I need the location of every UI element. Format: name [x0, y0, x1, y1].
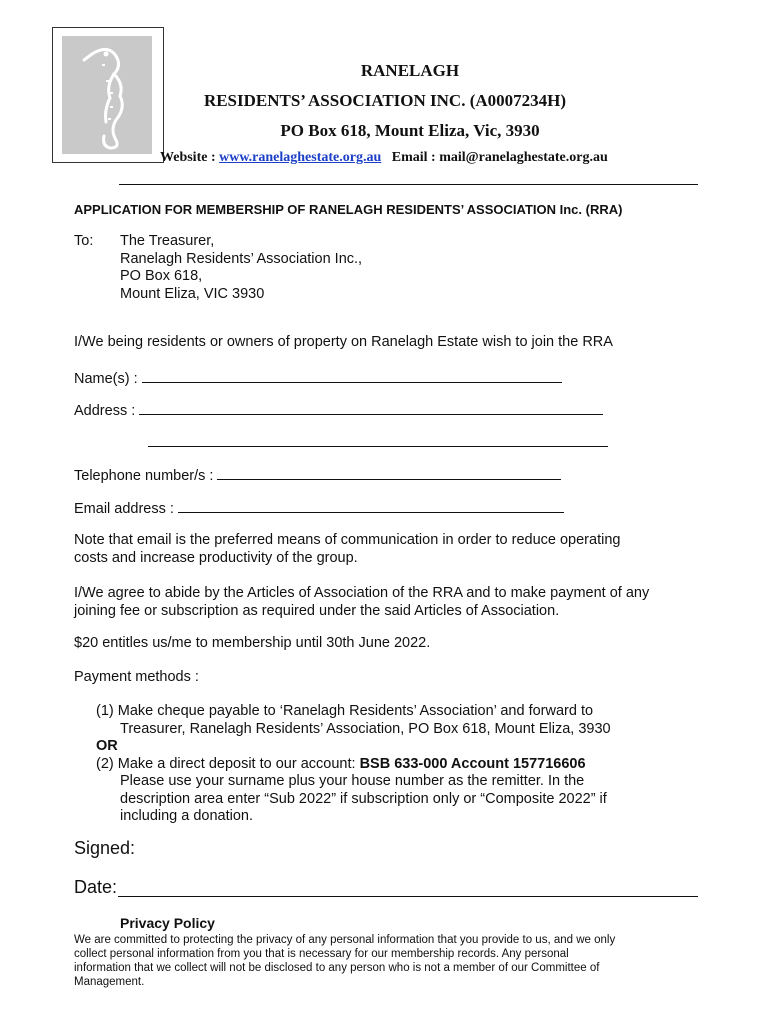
method1-line: Treasurer, Ranelagh Residents’ Association, PO Box 618, Mount Eliza, 3930 [120, 720, 611, 737]
email-field[interactable] [178, 498, 564, 513]
contact-line [160, 150, 608, 166]
names-field[interactable] [142, 368, 562, 383]
to-line: PO Box 618, [120, 268, 203, 284]
email-row [74, 498, 564, 519]
method2-prefix: (2) Make a direct deposit to our account: [96, 755, 360, 772]
telephone-row [74, 465, 561, 486]
to-line: The Treasurer, [120, 233, 215, 249]
privacy-line: information that we collect will not be disclosed to any person who is not a member of our Committee of [74, 962, 600, 974]
po-box: PO Box 618, Mount Eliza, Vic, 3930 [280, 121, 540, 140]
privacy-text [74, 933, 615, 989]
to-line: Ranelagh Residents’ Association Inc., [120, 250, 363, 267]
method2-line: Please use your surname plus your house number as the remitter. In the [120, 773, 585, 789]
or-label: OR [96, 738, 118, 754]
email-note [74, 532, 620, 567]
method2-first-line [96, 756, 611, 774]
payment-heading: Payment methods : [74, 669, 199, 685]
telephone-label: Telephone number/s : [74, 468, 218, 484]
agreement-text [74, 585, 649, 620]
org-full-name: RESIDENTS’ ASSOCIATION INC. (A0007234H) [203, 91, 567, 110]
email-line: Email : mail@ranelaghestate.org.au [391, 150, 608, 165]
date-label: Date: [74, 877, 118, 897]
privacy-line: Management. [74, 976, 145, 988]
intro-text: I/We being residents or owners of property on Ranelagh Estate wish to join the RRA [74, 334, 613, 350]
org-name: RANELAGH [360, 61, 460, 80]
agree-line: I/We agree to abide by the Articles of Association of the RRA and to make payment of any [74, 585, 650, 601]
fee-text: $20 entitles us/me to membership until 30th June 2022. [74, 635, 431, 651]
address-field[interactable] [139, 400, 603, 415]
to-label: To: [74, 233, 94, 249]
agree-line: joining fee or subscription as required under the said Articles of Association. [74, 602, 560, 619]
telephone-field[interactable] [217, 465, 561, 480]
method2-line: description area enter “Sub 2022” if subscription only or “Composite 2022” if [120, 790, 607, 807]
privacy-heading: Privacy Policy [120, 915, 215, 931]
privacy-line: We are committed to protecting the privacy of any personal information that you provide to us, and we only [74, 934, 616, 946]
address-row-2 [148, 432, 608, 453]
website-link[interactable]: www.ranelaghestate.org.au [219, 150, 382, 165]
signed-label: Signed: [74, 838, 136, 858]
note-line: Note that email is the preferred means of communication in order to reduce operating [74, 532, 621, 548]
note-line: costs and increase productivity of the group. [74, 549, 358, 566]
payment-method-1 [96, 703, 611, 826]
form-title: APPLICATION FOR MEMBERSHIP OF RANELAGH RESIDENTS’ ASSOCIATION Inc. (RRA) [74, 202, 623, 217]
address-field-2[interactable] [148, 432, 608, 447]
address-row [74, 400, 603, 421]
to-line: Mount Eliza, VIC 3930 [120, 285, 265, 302]
privacy-line: collect personal information from you that is necessary for our membership records. Any personal [74, 948, 569, 960]
method2-line: including a donation. [120, 808, 254, 824]
website-label: Website : [160, 150, 220, 165]
to-address [120, 233, 362, 303]
date-field[interactable] [118, 896, 698, 897]
address-label: Address : [74, 403, 140, 419]
email-label: Email address : [74, 501, 178, 517]
names-label: Name(s) : [74, 371, 142, 387]
method1-line: (1) Make cheque payable to ‘Ranelagh Residents’ Association’ and forward to [96, 703, 594, 719]
names-row [74, 368, 562, 389]
account-details: BSB 633-000 Account 157716606 [359, 755, 586, 772]
header-divider [119, 184, 698, 185]
